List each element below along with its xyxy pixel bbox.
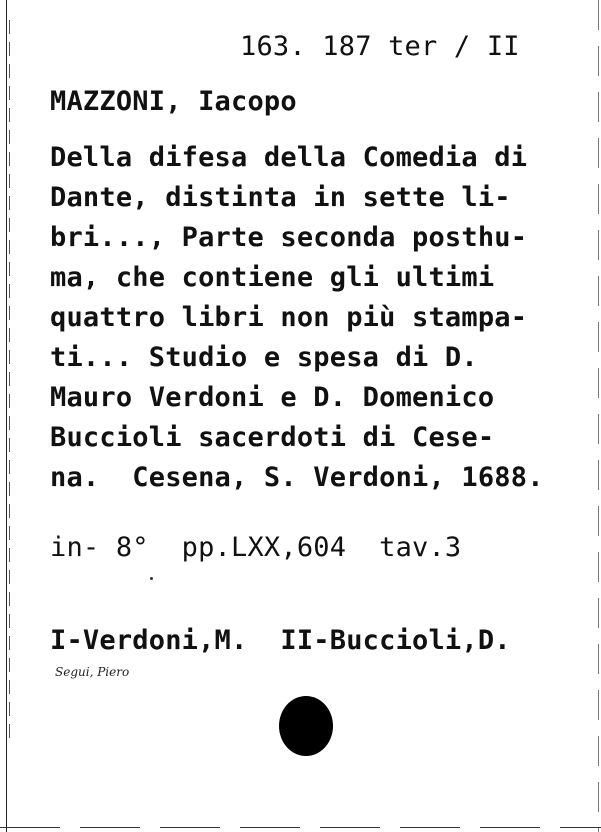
title-line: na. Cesena, S. Verdoni, 1688. [50, 462, 544, 493]
handwritten-note: Segui, Piero [55, 665, 130, 679]
punch-hole-icon [279, 696, 333, 756]
card-right-edge [598, 0, 599, 832]
title-line: Buccioli sacerdoti di Cese- [50, 422, 495, 453]
title-line: ma, che contiene gli ultimi [50, 262, 495, 293]
call-number: 163. 187 ter / II [240, 31, 520, 62]
title-line: quattro libri non più stampa- [50, 302, 528, 333]
title-line: bri..., Parte seconda posthu- [50, 222, 528, 253]
author-heading: MAZZONI, Iacopo [50, 86, 297, 117]
title-line: Mauro Verdoni e D. Domenico [50, 382, 495, 413]
collation-line: in- 8° pp.LXX,604 tav.3 [50, 532, 462, 563]
card-left-edge [6, 0, 7, 832]
title-line: Della difesa della Comedia di [50, 142, 528, 173]
title-line: Dante, distinta in sette li- [50, 182, 511, 213]
card-left-margin-line [9, 20, 10, 740]
title-line: ti... Studio e spesa di D. [50, 342, 478, 373]
added-entries: I-Verdoni,M. II-Buccioli,D. [50, 625, 511, 656]
card-bottom-edge [0, 827, 601, 828]
ink-speck [150, 577, 153, 580]
